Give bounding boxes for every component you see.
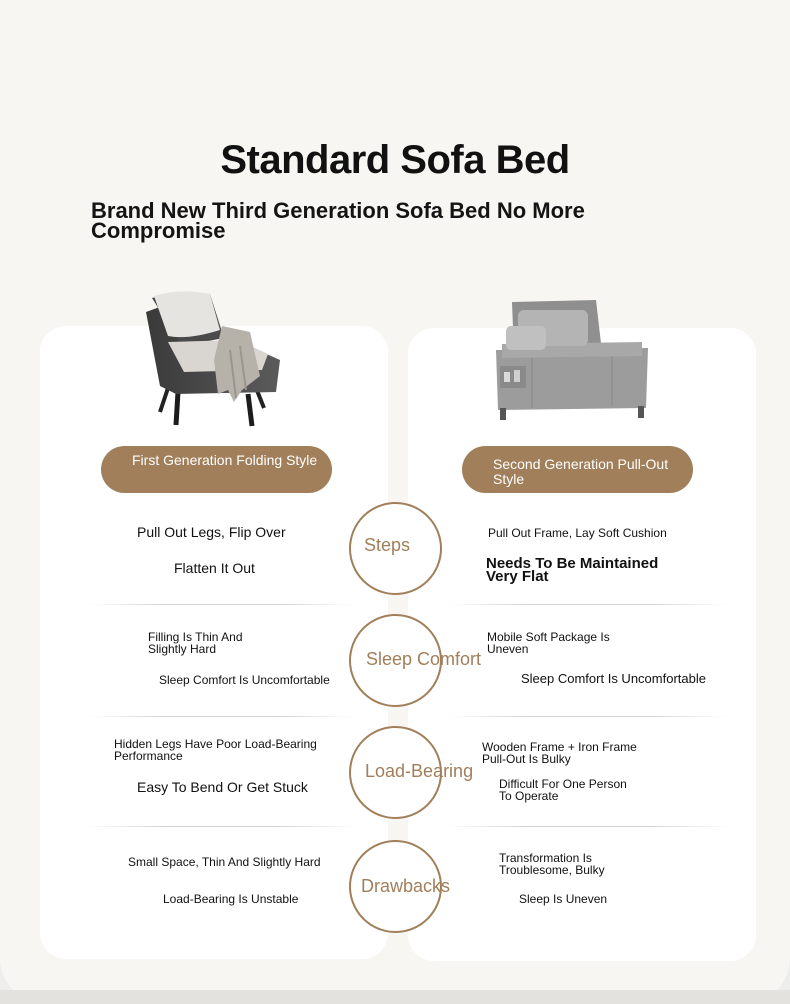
left-sleep-text: Sleep Comfort Is Uncomfortable bbox=[159, 673, 330, 687]
right-steps-text: Needs To Be Maintained Very Flat bbox=[486, 555, 659, 585]
right-drawbacks-text: Sleep Is Uneven bbox=[519, 892, 608, 906]
first-generation-label: First Generation Folding Style bbox=[101, 446, 332, 493]
page-title: Standard Sofa Bed bbox=[220, 138, 570, 182]
page-subtitle: Brand New Third Generation Sofa Bed No More Compromise bbox=[91, 198, 585, 243]
row-divider bbox=[86, 716, 356, 717]
left-steps-text: Flatten It Out bbox=[174, 560, 255, 576]
right-sleep-text: Mobile Soft Package Is Uneven bbox=[487, 630, 610, 656]
drawbacks-label: Drawbacks bbox=[361, 876, 451, 896]
second-generation-label: Second Generation Pull-Out Style bbox=[462, 446, 693, 493]
left-load-text: Hidden Legs Have Poor Load-Bearing Performance bbox=[114, 737, 317, 763]
right-load-text: Difficult For One Person To Operate bbox=[499, 777, 627, 803]
armchair-icon bbox=[138, 290, 282, 430]
right-sleep-text: Sleep Comfort Is Uncomfortable bbox=[521, 671, 706, 686]
row-divider bbox=[445, 826, 730, 827]
row-divider bbox=[445, 604, 730, 605]
row-divider bbox=[445, 716, 730, 717]
row-divider bbox=[86, 826, 356, 827]
row-divider bbox=[86, 604, 356, 605]
left-drawbacks-text: Load-Bearing Is Unstable bbox=[163, 892, 299, 906]
steps-label: Steps bbox=[364, 535, 411, 555]
left-sleep-text: Filling Is Thin And Slightly Hard bbox=[148, 630, 243, 656]
right-load-text: Wooden Frame + Iron Frame Pull-Out Is Bulky bbox=[482, 740, 637, 766]
bottom-strip bbox=[0, 990, 790, 1004]
left-steps-text: Pull Out Legs, Flip Over bbox=[137, 524, 286, 540]
left-load-text: Easy To Bend Or Get Stuck bbox=[137, 779, 308, 795]
sofa-bed-icon bbox=[492, 296, 652, 426]
load-bearing-label: Load-Bearing bbox=[365, 761, 474, 781]
right-steps-text: Pull Out Frame, Lay Soft Cushion bbox=[488, 526, 667, 540]
left-drawbacks-text: Small Space, Thin And Slightly Hard bbox=[128, 855, 321, 869]
right-drawbacks-text: Transformation Is Troublesome, Bulky bbox=[499, 851, 605, 877]
sleep-comfort-label: Sleep Comfort bbox=[366, 649, 482, 669]
